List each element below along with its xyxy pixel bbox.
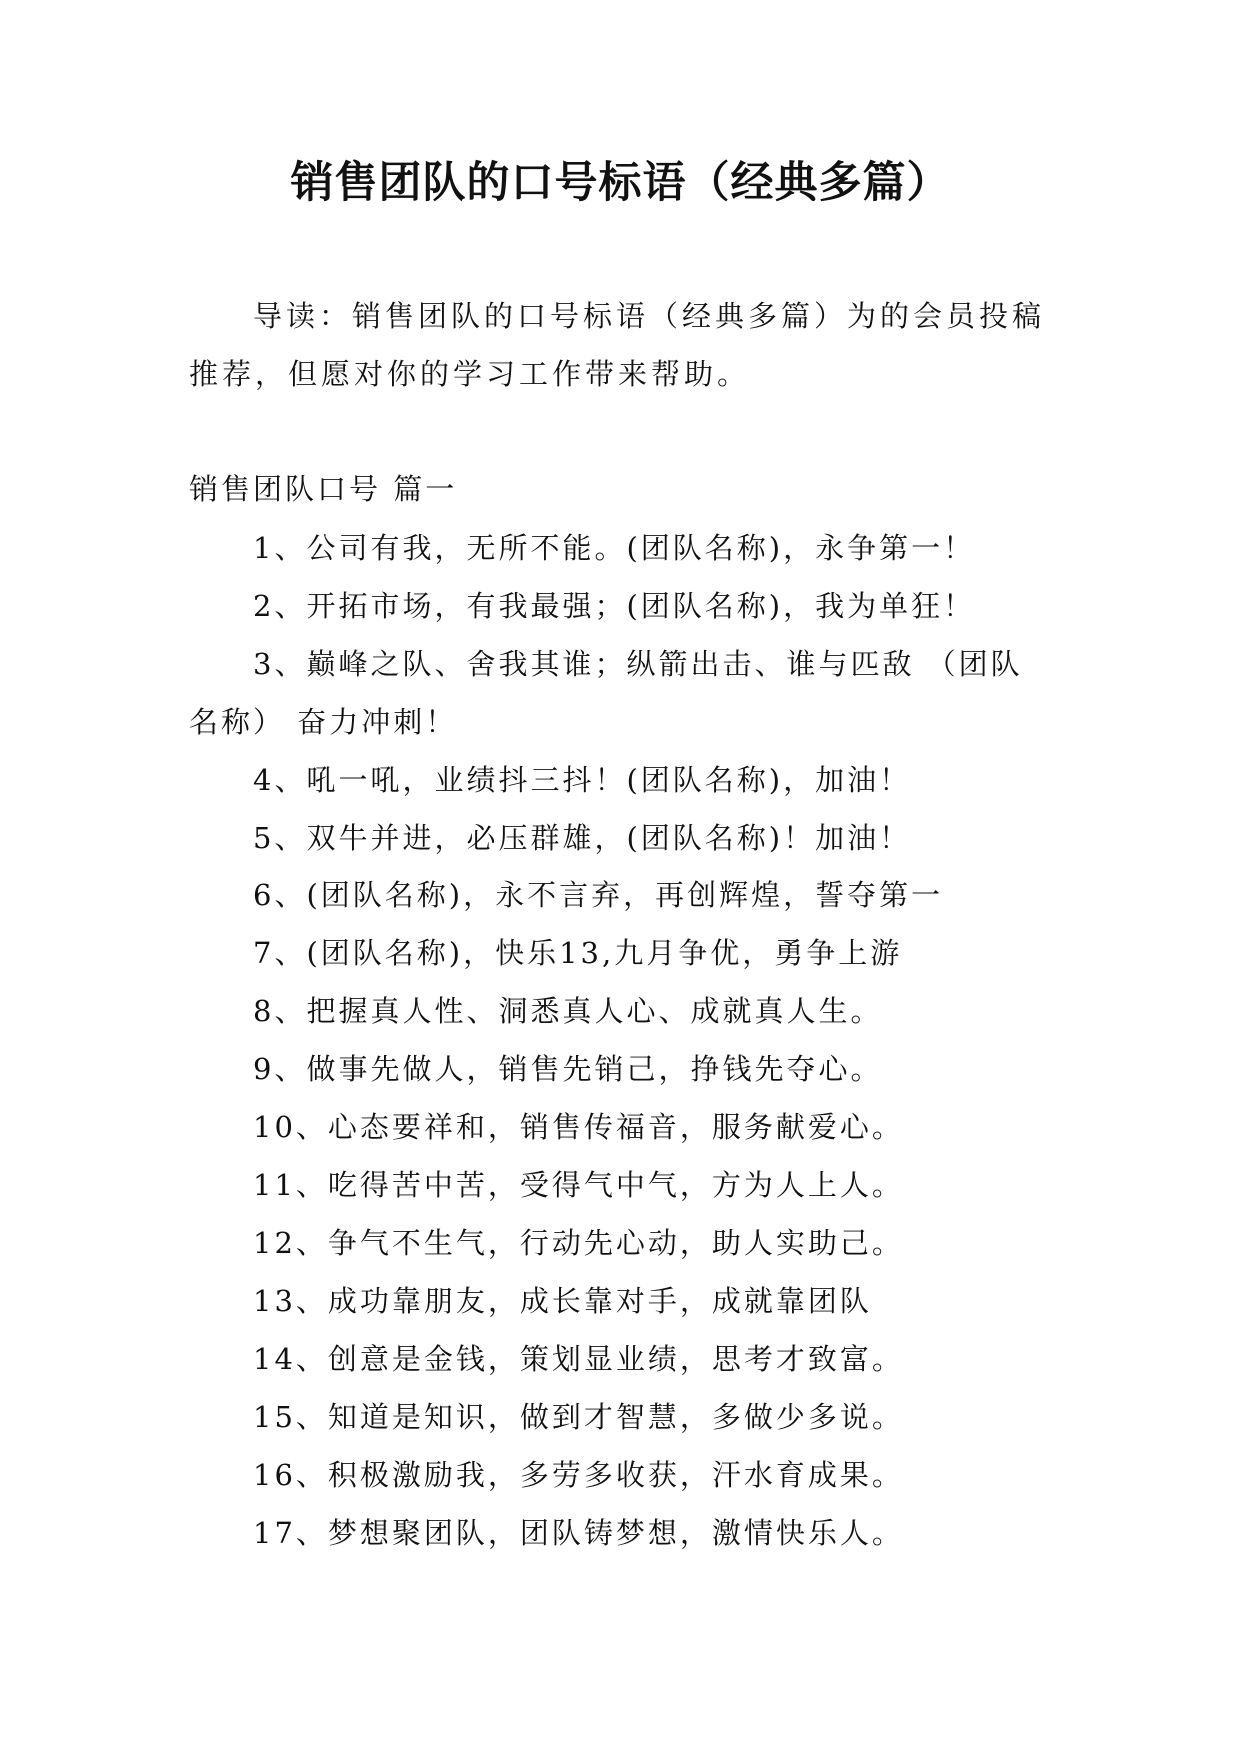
slogan-item-13: 13、成功靠朋友，成长靠对手，成就靠团队 xyxy=(253,1284,872,1318)
document-title: 销售团队的口号标语（经典多篇） xyxy=(290,158,951,208)
intro-line-1: 导读：销售团队的口号标语（经典多篇）为的会员投稿 xyxy=(253,299,1046,333)
slogan-item-1: 1、公司有我，无所不能。(团队名称)，永争第一！ xyxy=(253,531,976,565)
slogan-item-8: 8、把握真人性、洞悉真人心、成就真人生。 xyxy=(253,994,883,1028)
slogan-item-7: 7、(团队名称)，快乐13,九月争优，勇争上游 xyxy=(253,936,903,970)
section-heading: 销售团队口号 篇一 xyxy=(189,472,458,506)
slogan-item-3: 3、巅峰之队、舍我其谁；纵箭出击、谁与匹敌 （团队 xyxy=(253,647,1023,681)
intro-line-2: 推荐，但愿对你的学习工作带来帮助。 xyxy=(189,357,751,391)
slogan-item-15: 15、知道是知识，做到才智慧，多做少多说。 xyxy=(253,1400,904,1434)
slogan-item-5: 5、双牛并进，必压群雄，(团队名称)！加油！ xyxy=(253,821,912,855)
slogan-item-17: 17、梦想聚团队，团队铸梦想，激情快乐人。 xyxy=(253,1516,904,1550)
slogan-item-3-continued: 名称） 奋力冲刺！ xyxy=(189,705,458,739)
slogan-item-9: 9、做事先做人，销售先销己，挣钱先夺心。 xyxy=(253,1052,883,1086)
slogan-item-4: 4、吼一吼，业绩抖三抖！(团队名称)，加油！ xyxy=(253,763,912,797)
slogan-item-12: 12、争气不生气，行动先心动，助人实助己。 xyxy=(253,1226,904,1260)
slogan-item-10: 10、心态要祥和，销售传福音，服务献爱心。 xyxy=(253,1110,904,1144)
slogan-item-16: 16、积极激励我，多劳多收获，汗水育成果。 xyxy=(253,1458,904,1492)
slogan-item-6: 6、(团队名称)，永不言弃，再创辉煌，誓夺第一 xyxy=(253,878,944,912)
slogan-item-11: 11、吃得苦中苦，受得气中气，方为人上人。 xyxy=(253,1168,904,1202)
slogan-item-14: 14、创意是金钱，策划显业绩，思考才致富。 xyxy=(253,1342,904,1376)
slogan-item-2: 2、开拓市场，有我最强；(团队名称)，我为单狂！ xyxy=(253,589,976,623)
